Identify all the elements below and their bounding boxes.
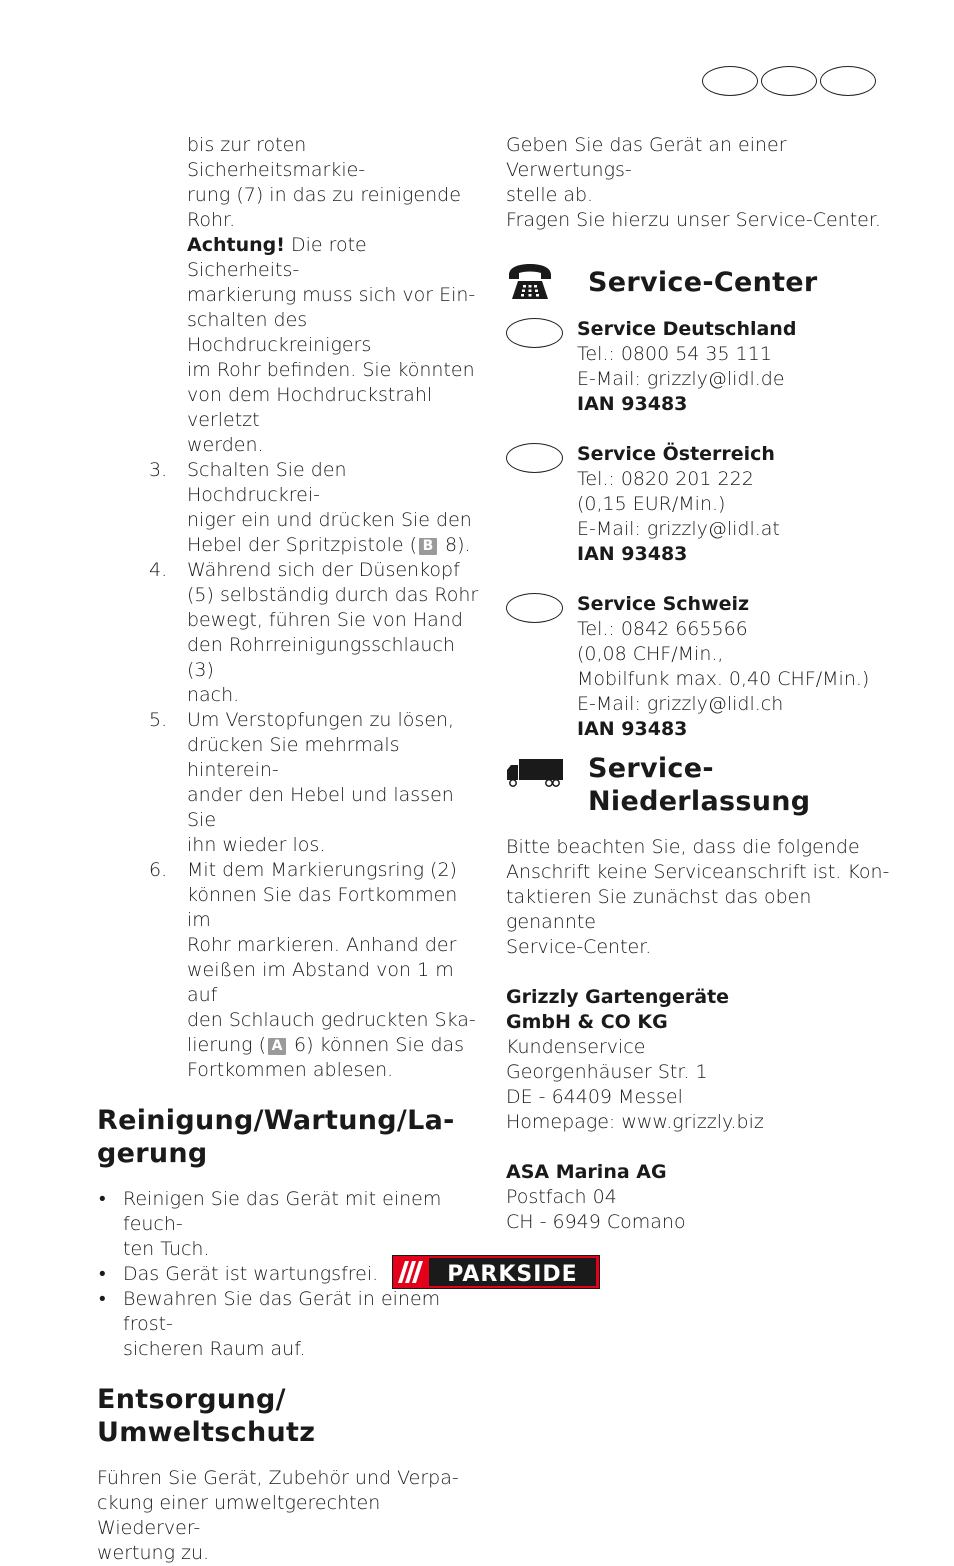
step-number: 4.: [149, 559, 168, 581]
list-item: 6. Mit dem Markierungsring (2) können Sie das Fortkommen im Rohr markieren. Anhand der weißen im Abstand von 1 m auf den Schlauch gedruckten Ska- lierung ( A 6) können Sie das Fortkommen ablesen.: [97, 858, 482, 1083]
bullet-icon: •: [99, 1263, 106, 1285]
list-item: 3. Schalten Sie den Hochdruckrei- niger ein und drücken Sie den Hebel der Spritzpistole ( B 8).: [97, 458, 482, 558]
list-item: • Bewahren Sie das Gerät in einem frost- sicheren Raum auf.: [99, 1288, 441, 1360]
cleaning-heading: Reinigung/Wartung/La- gerung: [97, 1105, 455, 1169]
parkside-logo: [392, 1255, 600, 1293]
list-item: 5. Um Verstopfungen zu lösen, drücken Sie mehrmals hinterein- ander den Hebel und lassen Sie ihn wieder los.: [97, 708, 482, 858]
branch-heading: Service- Niederlassung: [588, 753, 811, 817]
country-badges: [702, 66, 876, 96]
list-item: 4. Während sich der Düsenkopf (5) selbständig durch das Rohr bewegt, führen Sie von Hand den Rohrreinigungsschlauch (3) nach.: [97, 558, 482, 708]
service-austria: Service Österreich Tel.: 0820 201 222 (0,15 EUR/Min.) E-Mail: grizzly@lidl.at IAN 93483: [506, 442, 896, 567]
right-column: [506, 133, 896, 1235]
step-number: 3.: [149, 459, 168, 481]
bullet-icon: •: [99, 1288, 106, 1310]
service-center-heading: Service-Center: [588, 267, 818, 298]
disposal-continuation: Geben Sie das Gerät an einer Verwertungs- stelle ab. Fragen Sie hierzu unser Service-Center.: [506, 134, 881, 231]
disposal-heading: Entsorgung/ Umweltschutz: [97, 1384, 316, 1448]
disposal-text: Führen Sie Gerät, Zubehör und Verpa- ckung einer umweltgerechten Wiederver- wertung zu.: [97, 1467, 459, 1564]
logo-text: PARKSIDE: [447, 1262, 578, 1287]
list-item: • Reinigen Sie das Gerät mit einem feuch- ten Tuch.: [99, 1188, 442, 1260]
country-oval-badge: [506, 443, 563, 473]
warning-line: Achtung! Die rote Sicherheits-: [187, 234, 367, 281]
service-center-header: [506, 262, 896, 309]
step-continuation: bis zur roten Sicherheitsmarkie- rung (7) in das zu reinigende Rohr. Achtung! Die rote Sicherheits- markierung muss sich vor Ein- schalten des Hochdruckreinigers im Rohr befinden. Sie könnten von dem Hochdruckstrahl verletzt werden.: [97, 133, 482, 458]
country-oval-badge: [506, 318, 563, 348]
country-oval-badge: [506, 593, 563, 623]
step-number: 5.: [149, 709, 168, 731]
country-oval-badge: [761, 66, 817, 96]
warning-label: Achtung!: [187, 234, 285, 256]
branch-text: Bitte beachten Sie, dass die folgende Anschrift keine Serviceanschrift ist. Kon- taktieren Sie zunächst das oben genannte Service-Center.: [506, 836, 890, 958]
step-number: 6.: [149, 859, 168, 881]
truck-icon: [506, 752, 588, 795]
figure-a-badge: A: [268, 1038, 286, 1055]
steps-list: [97, 458, 482, 1083]
branch-header: [506, 752, 896, 818]
telephone-icon: [506, 262, 588, 309]
bullet-icon: •: [99, 1188, 106, 1210]
figure-b-badge: B: [419, 538, 437, 555]
left-column: [97, 133, 482, 1566]
country-oval-badge: [702, 66, 758, 96]
company-grizzly-address: Grizzly Gartengeräte GmbH & CO KG Kundenservice Georgenhäuser Str. 1 DE - 64409 Messel Homepage: www.grizzly.biz: [506, 986, 764, 1133]
service-germany: Service Deutschland Tel.: 0800 54 35 111 E-Mail: grizzly@lidl.de IAN 93483: [506, 317, 896, 417]
company-asa-address: ASA Marina AG Postfach 04 CH - 6949 Comano: [506, 1161, 686, 1233]
country-oval-badge: [820, 66, 876, 96]
service-switzerland: Service Schweiz Tel.: 0842 665566 (0,08 CHF/Min., Mobilfunk max. 0,40 CHF/Min.) E-Mail: grizzly@lidl.ch IAN 93483: [506, 592, 896, 742]
list-item: • Das Gerät ist wartungsfrei.: [99, 1263, 379, 1285]
